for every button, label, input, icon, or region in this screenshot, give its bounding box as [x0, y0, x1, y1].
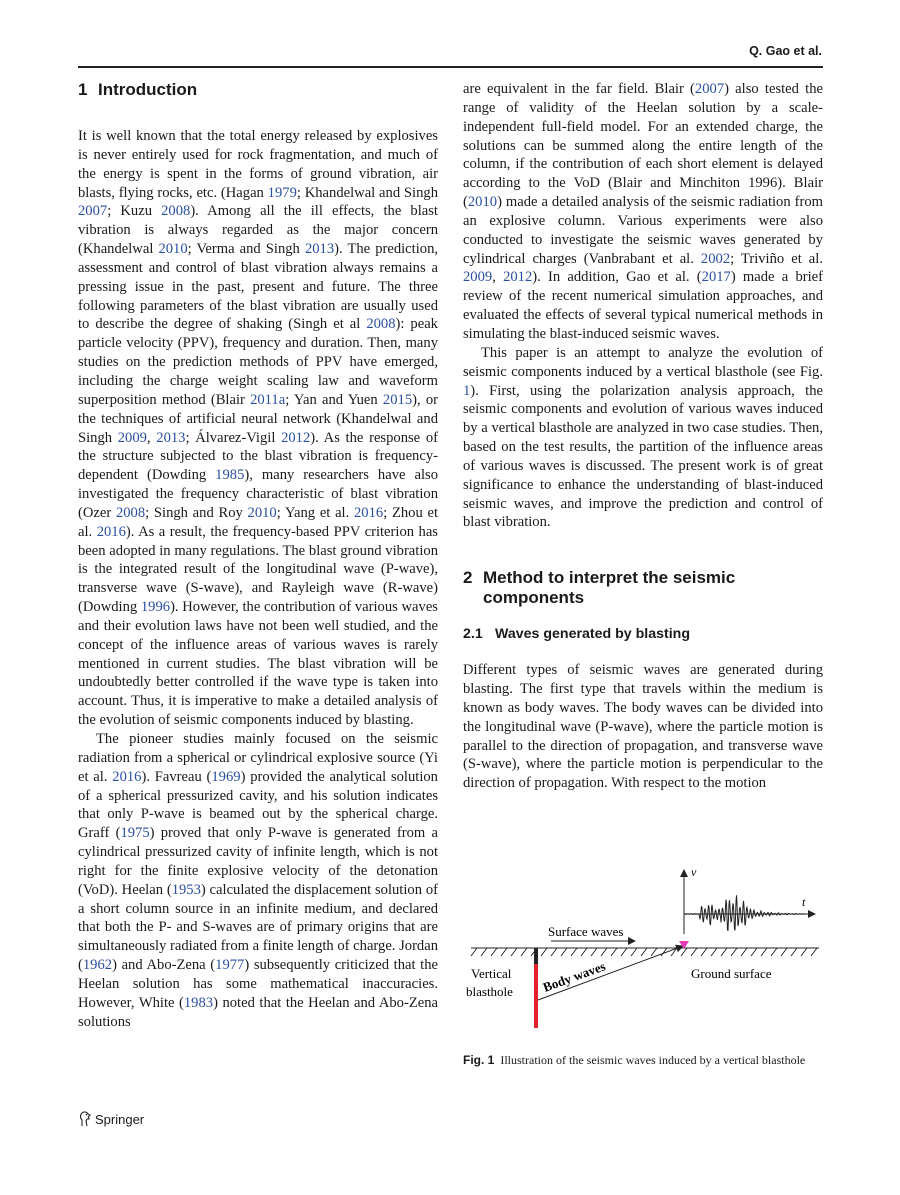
- hatch-mark: [791, 948, 797, 956]
- hatch-mark: [681, 948, 687, 956]
- hatch-mark: [811, 948, 817, 956]
- citation-link[interactable]: 2016: [112, 768, 142, 785]
- citation-link[interactable]: 2016: [353, 504, 384, 521]
- vertical-label: Vertical: [471, 966, 512, 981]
- springer-horse-icon: [78, 1111, 92, 1127]
- hatch-mark: [741, 948, 747, 956]
- paragraph-4: This paper is an attempt to analyze the evolution of seismic components induced by a vertical blasthole (see Fig. 1). First, using the polarization analysis approach, the seismic components and evolution of various waves induced by a vertical blasthole are analyzed in two case studies. Then, based on the test results, the partition of the influence areas of various waves is discussed. The present work is of great significance to enhance the understanding of blast-induced seismic waves, and improve the prediction and control of blast vibration.: [463, 344, 823, 531]
- citation-link[interactable]: 2007: [694, 81, 725, 97]
- footer: [78, 1111, 144, 1127]
- hatch-mark: [731, 948, 737, 956]
- hatch-mark: [601, 948, 607, 956]
- citation-link[interactable]: 2008: [366, 316, 396, 333]
- citation-link[interactable]: 2015: [382, 391, 413, 408]
- caption-label: Fig. 1: [463, 1053, 495, 1067]
- paragraph-1: It is well known that the total energy released by explosives is never entirely used for rock fragmentation, and much of the energy is spent in the forms of ground vibration, air blasts, flying rocks, etc. (Hagan 1979; Khandelwal and Singh 2007; Kuzu 2008). Among all the ill effects, the blast vibration is always regarded as the major concern (Khandelwal 2010; Verma and Singh 2013). The prediction, assessment and control of blast vibration always remains a pressing issue in the past, present and future. The three following parameters of the blast vibration are usually used to describe the degree of shaking (Singh et al 2008): peak particle velocity (PPV), frequency and duration. Then, many studies on the prediction methods of PPV have emerged, including the charge weight scaling law and waveform superposition method (Blair 2011a; Yan and Yuen 2015), or the techniques of artificial neural network (Khandelwal and Singh 2009, 2013; Álvarez-Vigil 2012). As the response of the structure subjected to the blast vibration is frequency-dependent (Dowding 1985), many researchers have also investigated the frequency characteristic of blast vibration (Ozer 2008; Singh and Roy 2010; Yang et al. 2016; Zhou et al. 2016). As a result, the frequency-based PPV criterion has been adopted in many regulations. The blast ground vibration is the integrated result of the longitudinal wave (P-wave), transverse wave (S-wave), and Rayleigh wave (R-wave) (Dowding 1996). However, the contribution of various waves and their evolution laws have not been well studied, and the concept of the influence areas of various waves is rarely mentioned in current studies. The blast vibration will be undoubtedly better controlled if the wave type is taken into account. Thus, it is imperative to make a detailed analysis of the evolution of seismic components induced by blasting.: [78, 128, 439, 729]
- hatch-mark: [471, 948, 477, 956]
- hatch-mark: [701, 948, 707, 956]
- figure-1: [463, 862, 825, 1042]
- citation-link[interactable]: 1983: [183, 994, 214, 1011]
- hatch-mark: [541, 948, 547, 956]
- ground-surface-label: Ground surface: [691, 966, 772, 981]
- citation-link[interactable]: 2012: [503, 269, 533, 286]
- citation-link[interactable]: 2009: [117, 429, 147, 446]
- hatch-mark: [501, 948, 507, 956]
- section-2-heading: [463, 568, 823, 608]
- citation-link[interactable]: 2008: [115, 504, 146, 521]
- hatch-mark: [711, 948, 717, 956]
- citation-link[interactable]: 2017: [701, 269, 731, 286]
- paragraph-3: are equivalent in the far field. Blair (2007) also tested the range of validity of the Heelan solution by a scale-independent full-field model. For an extended charge, the solutions can be summed along the entire length of the column, if the contribution of each short element is delayed according to the VoD (Blair and Minchiton 1996). Blair (2010) made a detailed analysis of the seismic radiation from an explosive column. Various experiments were also conducted to investigate the seismic waves generated by cylindrical charges (Vanbrabant et al. 2002; Triviño et al. 2009, 2012). In addition, Gao et al. (2017) made a brief review of the recent numerical simulation approaches, and evaluated the effects of several typical numerical methods in simulating the blast-induced seismic waves.: [463, 81, 823, 342]
- citation-link[interactable]: 2010: [247, 504, 277, 521]
- hatch-mark: [551, 948, 557, 956]
- section-title: Method to interpret the seismic components: [483, 568, 736, 608]
- citation-link[interactable]: 2009: [463, 269, 493, 286]
- paragraph-5: Different types of seismic waves are generated during blasting. The first type that travels within the medium is known as body waves. The body waves can be divided into the longitudinal wave (P-wave), where the particle motion is parallel to the direction of propagation, and transverse wave (S-wave), where the particle motion is perpendicular to the direction of propagation. With respect to the motion: [463, 662, 823, 792]
- v-axis-label: v: [691, 865, 697, 879]
- right-column: [463, 80, 823, 793]
- subsection-title: Waves generated by blasting: [495, 626, 691, 643]
- hatch-mark: [571, 948, 577, 956]
- citation-link[interactable]: 2010: [467, 194, 498, 211]
- hatch-mark: [641, 948, 647, 956]
- citation-link[interactable]: 1985: [215, 467, 245, 484]
- running-head: Q. Gao et al.: [749, 44, 822, 58]
- hatch-mark: [771, 948, 777, 956]
- citation-link[interactable]: 1979: [267, 184, 297, 201]
- hatch-mark: [781, 948, 787, 956]
- hatch-mark: [611, 948, 617, 956]
- citation-link[interactable]: 1969: [211, 768, 241, 785]
- citation-link[interactable]: 2008: [161, 203, 191, 220]
- hatch-mark: [801, 948, 807, 956]
- ground-hatching: [471, 948, 817, 956]
- figure-1-caption: [463, 1052, 823, 1068]
- citation-link[interactable]: 1975: [120, 825, 150, 842]
- hatch-mark: [621, 948, 627, 956]
- citation-link[interactable]: 2012: [281, 429, 311, 446]
- citation-link[interactable]: 2013: [156, 429, 186, 446]
- hatch-mark: [721, 948, 727, 956]
- section-title: Introduction: [98, 80, 198, 99]
- hatch-mark: [481, 948, 487, 956]
- hatch-mark: [521, 948, 527, 956]
- hatch-mark: [631, 948, 637, 956]
- citation-link[interactable]: 2007: [78, 203, 108, 220]
- surface-waves-label: Surface waves: [548, 924, 624, 939]
- t-axis-label: t: [802, 895, 806, 909]
- citation-link[interactable]: 2010: [158, 241, 188, 258]
- blasthole-black-segment: [534, 948, 538, 964]
- section-1-heading: [78, 80, 438, 100]
- citation-link[interactable]: 2011a: [250, 391, 286, 408]
- hatch-mark: [491, 948, 497, 956]
- header-rule: [78, 66, 823, 68]
- citation-link[interactable]: 2002: [700, 250, 731, 267]
- section-number: 2: [463, 568, 473, 588]
- citation-link[interactable]: 2013: [304, 241, 335, 258]
- hatch-mark: [651, 948, 657, 956]
- citation-link[interactable]: 1953: [171, 881, 201, 898]
- blasthole-label: blasthole: [466, 984, 513, 999]
- subsection-number: 2.1: [463, 626, 483, 643]
- caption-text: Illustration of the seismic waves induced by a vertical blasthole: [500, 1053, 806, 1067]
- hatch-mark: [511, 948, 517, 956]
- publisher-name: Springer: [95, 1111, 145, 1127]
- blasthole-charge: [534, 964, 538, 1028]
- section-2-1-heading: [463, 626, 823, 642]
- hatch-mark: [691, 948, 697, 956]
- hatch-mark: [561, 948, 567, 956]
- hatch-mark: [581, 948, 587, 956]
- hatch-mark: [761, 948, 767, 956]
- citation-link[interactable]: 1977: [215, 957, 245, 974]
- citation-link[interactable]: 1962: [82, 957, 113, 974]
- left-column: [78, 80, 438, 1032]
- waveform-trace: [685, 895, 805, 930]
- hatch-mark: [591, 948, 597, 956]
- hatch-mark: [751, 948, 757, 956]
- section-number: 1: [78, 80, 88, 99]
- paragraph-2: The pioneer studies mainly focused on the seismic radiation from a spherical or cylindrical explosive source (Yi et al. 2016). Favreau (1969) provided the analytical solution of a spherical pressurized cavity, and his solution indicates that only P-wave is beamed out by the spherical charge. Graff (1975) proved that only P-wave is generated from a cylindrical pressurized cavity of infinite length, which is not right for the finite explosive velocity of the detonation (VoD). Heelan (1953) calculated the displacement solution of a short column source in an infinite medium, and declared that both the P- and S-waves are of primary origins that are simultaneously radiated from a finite length of charge. Jordan (1962) and Abo-Zena (1977) subsequently criticized that the Heelan solution has some mathematical inaccuracies. However, White (1983) noted that the Heelan and Abo-Zena solutions: [78, 731, 439, 1030]
- figure-link[interactable]: 1: [463, 382, 471, 399]
- citation-link[interactable]: 2016: [96, 523, 126, 540]
- citation-link[interactable]: 1996: [140, 599, 171, 616]
- body-waves-label: Body waves: [540, 958, 608, 995]
